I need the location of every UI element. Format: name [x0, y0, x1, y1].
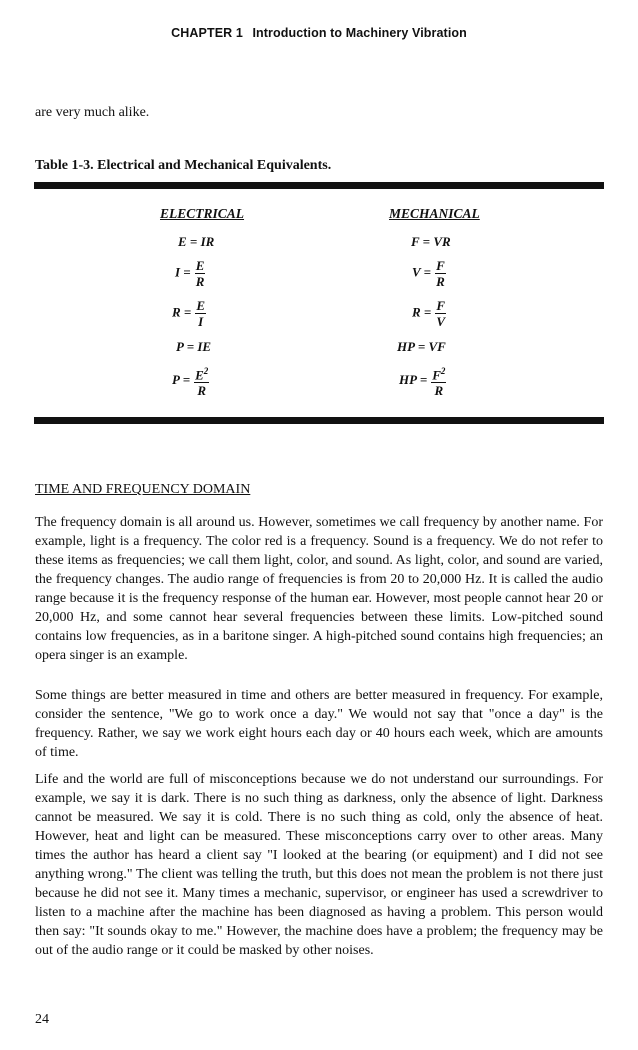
mechanical-eq-3: R = $\frac{F}{V}$ — [412, 298, 446, 329]
page-number: 24 — [35, 1012, 49, 1027]
table-caption: Table 1-3. Electrical and Mechanical Equivalents. — [35, 158, 332, 173]
electrical-eq-4: P = IE — [176, 339, 212, 354]
electrical-eq-2: I = $\frac{E}{R}$ — [175, 258, 205, 289]
chapter-number: CHAPTER 1 — [171, 26, 243, 40]
paragraph-2: Some things are better measured in time and others are better measured in frequency. For example, consider the sentence, "We go to work once a day." We would not say that "once a day" is the frequency. Rather, we say we work eight hours each day or 40 hours each week, which are amounts of time. — [35, 688, 603, 760]
electrical-eq-1: E = IR — [178, 234, 215, 249]
section-title: TIME AND FREQUENCY DOMAIN — [35, 482, 251, 497]
running-header — [0, 26, 638, 40]
electrical-eq-3: R = $\frac{E}{I}$ — [172, 298, 206, 329]
paragraph-1: The frequency domain is all around us. However, sometimes we call frequency by another name. For example, light is a frequency. The color red is a frequency. Sound is a frequency. We do not refer to these items as frequencies; we call them light, color, and sound. As light, color, and sound are varied, the frequency changes. The audio range of frequencies is from 20 to 20,000 Hz. It is called the audio range because it is the frequency response of the human ear. However, most people cannot hear 20 or 20,000 Hz, and some cannot hear several frequencies between these limits. Low-pitched sound contains low frequencies, as in a baritone singer. A high-pitched sound contains high frequencies; an opera singer is an example. — [35, 515, 603, 663]
intro-text: are very much alike. — [35, 105, 150, 120]
mechanical-heading: MECHANICAL — [389, 206, 480, 221]
table-bottom-rule — [34, 417, 604, 424]
electrical-heading: ELECTRICAL — [160, 206, 245, 221]
mechanical-eq-4: HP = VF — [397, 339, 446, 354]
mechanical-eq-2: V = $\frac{F}{R}$ — [412, 258, 445, 289]
chapter-title: Introduction to Machinery Vibration — [252, 26, 467, 40]
paragraph-3: Life and the world are full of misconceptions because we do not understand our surroundings. For example, we say it is dark. There is no such thing as darkness, only the absence of light. Darkness cannot be measured. We say it is cold. There is no such thing as cold, only the absence of heat. However, heat and light can be measured. These misconceptions carry over to other areas. Many times the author has heard a client say "I looked at the bearing (or equipment) and I did not see anything wrong." The client was telling the truth, but this does not mean the problem is not there just because he did not see it. Many times a mechanic, supervisor, or engineer has used a screwdriver to listen to a machine after the machine has been diagnosed as having a problem. This person would then say: "It sounds okay to me." However, the machine does have a problem; the frequency may be out of the audio range or it could be masked by other noises. — [35, 772, 603, 958]
mechanical-eq-1: F = VR — [411, 234, 451, 249]
mechanical-eq-5: HP = $\frac{F^2}{R}$ — [399, 366, 446, 399]
table-top-rule — [34, 182, 604, 189]
electrical-eq-5: P = $\frac{E^2}{R}$ — [172, 366, 209, 399]
